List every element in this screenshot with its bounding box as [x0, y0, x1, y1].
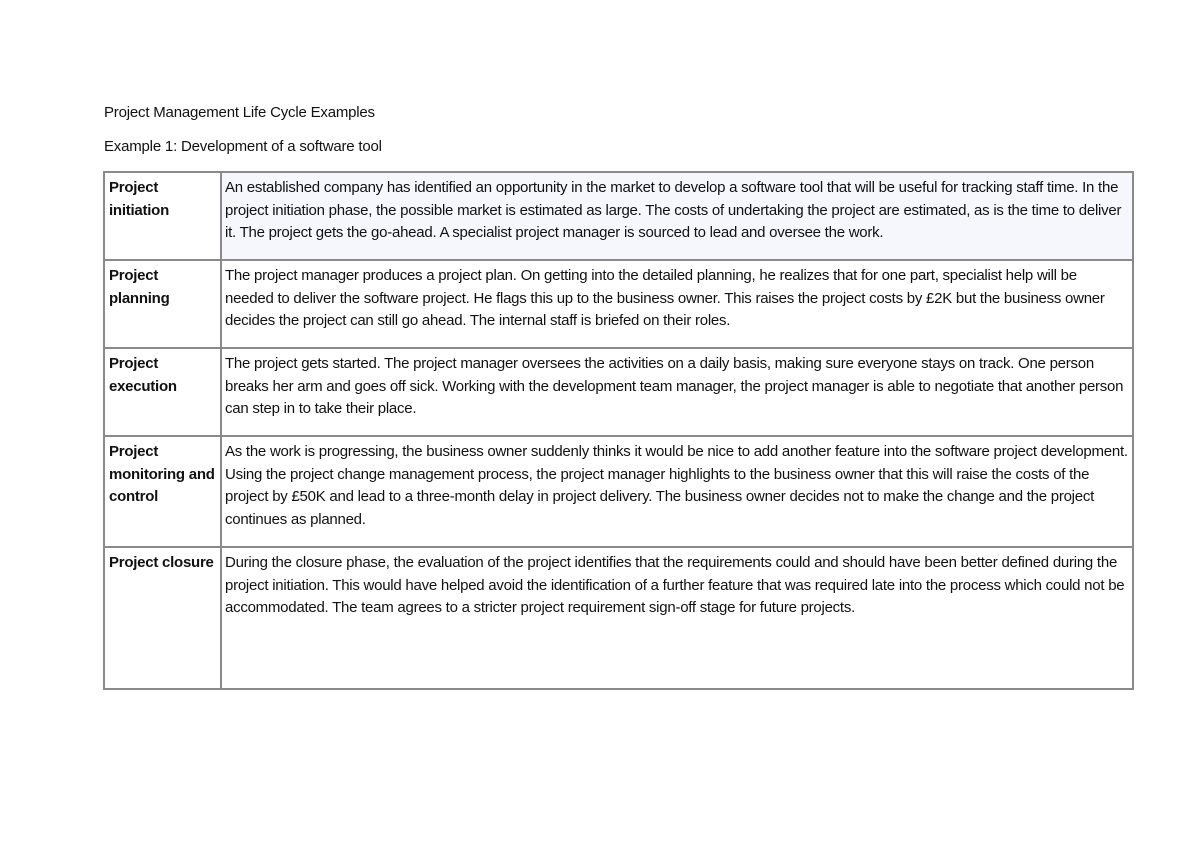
- table-row: [104, 348, 1133, 436]
- phase-cell: Project closure: [104, 547, 221, 689]
- phase-cell: Project initiation: [104, 172, 221, 260]
- phase-cell: Project monitoring and control: [104, 436, 221, 547]
- table-row: [104, 172, 1133, 260]
- table-row: [104, 547, 1133, 689]
- description-cell: As the work is progressing, the business owner suddenly thinks it would be nice to add another feature into the software project development. Using the project change management process, the project manager highlights to the business owner that this will raise the costs of the project by £50K and lead to a three-month delay in project delivery. The business owner decides not to make the change and the project continues as planned.: [221, 436, 1133, 547]
- description-cell: The project manager produces a project plan. On getting into the detailed planning, he realizes that for one part, specialist help will be needed to deliver the software project. He flags this up to the business owner. This raises the project costs by £2K but the business owner decides the project can still go ahead. The internal staff is briefed on their roles.: [221, 260, 1133, 348]
- lifecycle-table: [103, 171, 1134, 690]
- description-cell: The project gets started. The project manager oversees the activities on a daily basis, making sure everyone stays on track. One person breaks her arm and goes off sick. Working with the development team manager, the project manager is able to negotiate that another person can step in to take their place.: [221, 348, 1133, 436]
- description-cell: During the closure phase, the evaluation of the project identifies that the requirements could and should have been better defined during the project initiation. This would have helped avoid the identification of a further feature that was required late into the process which could not be accommodated. The team agrees to a stricter project requirement sign-off stage for future projects.: [221, 547, 1133, 689]
- table-row: [104, 436, 1133, 547]
- description-cell: An established company has identified an opportunity in the market to develop a software tool that will be useful for tracking staff time. In the project initiation phase, the possible market is estimated as large. The costs of undertaking the project are estimated, as is the time to deliver it. The project gets the go-ahead. A specialist project manager is sourced to lead and oversee the work.: [221, 172, 1133, 260]
- phase-cell: Project execution: [104, 348, 221, 436]
- phase-cell: Project planning: [104, 260, 221, 348]
- example-heading: Example 1: Development of a software tool: [104, 138, 382, 155]
- table-row: [104, 260, 1133, 348]
- document-title: Project Management Life Cycle Examples: [104, 104, 375, 121]
